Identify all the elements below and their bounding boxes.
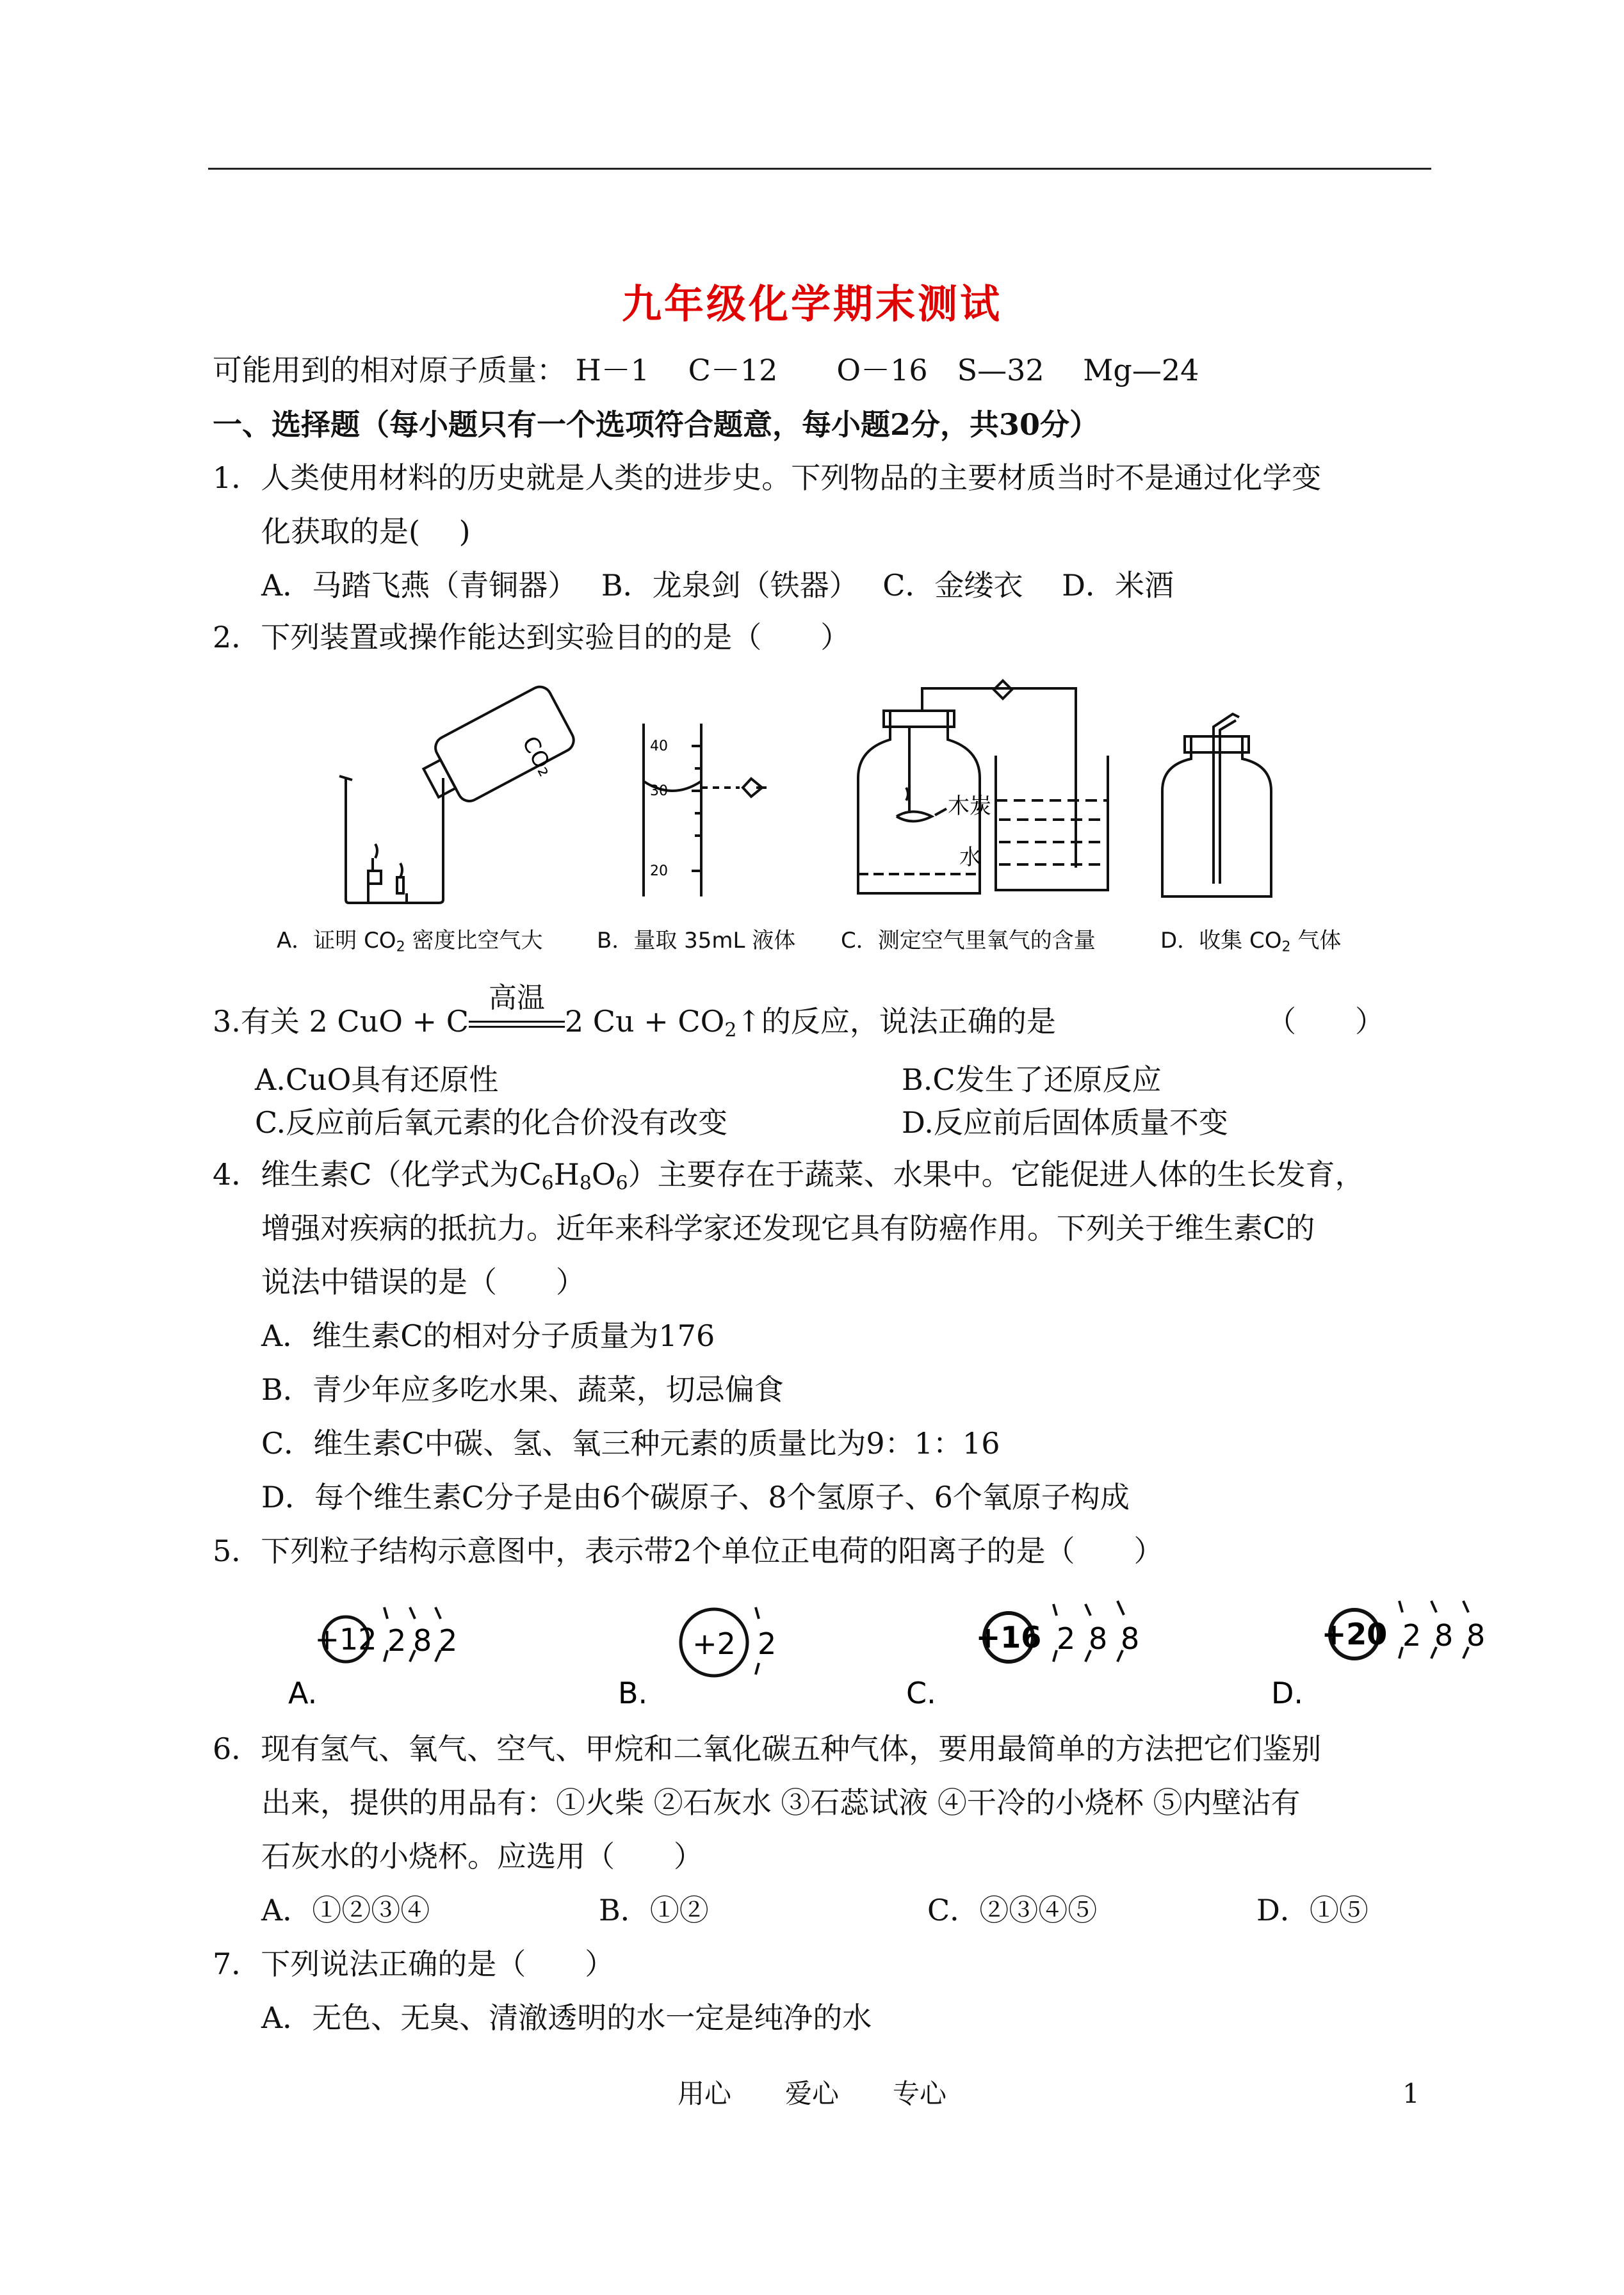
oxygen-measurement-apparatus <box>845 676 1114 906</box>
q1-options: A．马踏飞燕（青铜器） B．龙泉剑（铁器） C．金缕衣 D．米酒 <box>261 568 1174 603</box>
footer-motto: 用心 爱心 专心 <box>677 2078 946 2109</box>
q1-stem-line1: 1．人类使用材料的历史就是人类的进步史。下列物品的主要材质当时不是通过化学变 <box>213 460 1322 495</box>
ion-diagram-c <box>906 1598 1149 1710</box>
tick-label-30: 30 <box>650 783 668 799</box>
q5-stem: 5．下列粒子结构示意图中，表示带2个单位正电荷的阳离子的是（ ） <box>213 1534 1164 1568</box>
q6-stem-line3: 石灰水的小烧杯。应选用（ ） <box>261 1839 703 1874</box>
q3-option-a: A.CuO具有还原性 <box>255 1062 499 1097</box>
letter-a: A. <box>288 1676 318 1710</box>
co2-bottle-label: CO₂ <box>517 732 559 781</box>
atomic-masses: 可能用到的相对原子质量： H－1 C－12 O－16 S—32 Mg—24 <box>213 353 1199 387</box>
caption-d: D．收集 $CO_2$ 气体 <box>1160 928 1342 955</box>
section-heading: 一、选择题（每小题只有一个选项符合题意，每小题2分，共30分） <box>213 407 1100 442</box>
q6-option-d: D．①⑤ <box>1256 1893 1368 1927</box>
svg-text:8: 8 <box>413 1623 432 1658</box>
water-label: 水 <box>959 845 981 870</box>
q6-option-c: C．②③④⑤ <box>927 1893 1098 1927</box>
ion-diagram-d <box>1271 1594 1502 1710</box>
q3-option-c: C.反应前后氧元素的化合价没有改变 <box>255 1105 728 1140</box>
q4-stem-line1: 4．维生素C（化学式为$C_6H_8O_6$）主要存在于蔬菜、水果中。它能促进人体的生长发育， <box>213 1157 1365 1195</box>
q6-option-b: B．①② <box>599 1893 709 1927</box>
caption-b: B．量取 35mL 液体 <box>597 928 796 953</box>
svg-text:2: 2 <box>758 1626 777 1661</box>
caption-c: C．测定空气里氧气的含量 <box>841 928 1096 953</box>
q4-stem-line3: 说法中错误的是（ ） <box>261 1265 585 1299</box>
reaction-condition: 高温 <box>488 982 545 1014</box>
svg-text:2: 2 <box>387 1623 407 1658</box>
q2-stem: 2．下列装置或操作能达到实验目的的是（ ） <box>213 620 850 654</box>
q7-stem: 7．下列说法正确的是（ ） <box>213 1947 615 1981</box>
nucleus-d: +20 <box>1321 1617 1388 1651</box>
letter-c: C. <box>906 1676 936 1710</box>
q6-stem-line2: 出来，提供的用品有：①火柴 ②石灰水 ③石蕊试液 ④干冷的小烧杯 ⑤内壁沾有 <box>261 1785 1301 1820</box>
svg-text:2: 2 <box>439 1623 458 1658</box>
q4-option-b: B．青少年应多吃水果、蔬菜，切忌偏食 <box>261 1372 784 1407</box>
svg-text:8: 8 <box>1434 1618 1454 1653</box>
charcoal-label: 木炭 <box>948 793 991 819</box>
ion-diagram-b <box>618 1598 777 1710</box>
q6-stem-line1: 6．现有氢气、氧气、空气、甲烷和二氧化碳五种气体，要用最简单的方法把它们鉴别 <box>213 1731 1322 1766</box>
svg-text:8: 8 <box>1121 1621 1140 1656</box>
q3-answer-paren: （ ） <box>1267 1004 1384 1039</box>
nucleus-b: +2 <box>692 1626 736 1661</box>
nucleus-a: +12 <box>314 1622 377 1657</box>
q6-option-a: A．①②③④ <box>261 1893 430 1927</box>
gas-collection-bottle <box>1153 711 1281 903</box>
svg-text:2: 2 <box>1402 1618 1422 1653</box>
q4-option-c: C．维生素C中碳、氢、氧三种元素的质量比为9：1：16 <box>261 1426 1000 1461</box>
beaker-candle-apparatus <box>333 666 602 909</box>
q3-stem: 3.有关 2 CuO + C 高温 2 $Cu + CO_2↑$的反应，说法正确的是 <box>213 1002 1056 1050</box>
svg-text:8: 8 <box>1089 1621 1108 1656</box>
svg-text:8: 8 <box>1466 1618 1486 1653</box>
equals-arrow <box>469 1021 565 1028</box>
page-number: 1 <box>1402 2078 1420 2109</box>
caption-a: A．证明 $CO_2$ 密度比空气大 <box>277 928 543 955</box>
letter-b: B. <box>618 1676 648 1710</box>
q3-option-d: D.反应前后固体质量不变 <box>902 1105 1228 1140</box>
tick-label-20: 20 <box>650 863 668 879</box>
ion-diagram-a <box>282 1601 499 1710</box>
q7-option-a: A．无色、无臭、清澈透明的水一定是纯净的水 <box>261 2000 872 2035</box>
tick-label-40: 40 <box>650 738 668 754</box>
header-rule <box>208 168 1431 170</box>
graduated-cylinder <box>631 717 797 903</box>
nucleus-c: +16 <box>975 1620 1042 1655</box>
q4-option-d: D．每个维生素C分子是由6个碳原子、8个氢原子、6个氧原子构成 <box>261 1480 1130 1514</box>
q4-stem-line2: 增强对疾病的抵抗力。近年来科学家还发现它具有防癌作用。下列关于维生素C的 <box>261 1211 1315 1245</box>
q3-option-b: B.C发生了还原反应 <box>902 1062 1162 1097</box>
svg-text:2: 2 <box>1057 1621 1076 1656</box>
q1-stem-line2: 化获取的是( ) <box>261 514 471 549</box>
letter-d: D. <box>1271 1676 1304 1710</box>
page-title: 九年级化学期末测试 <box>621 280 1002 327</box>
q4-option-a: A．维生素C的相对分子质量为176 <box>261 1318 715 1353</box>
